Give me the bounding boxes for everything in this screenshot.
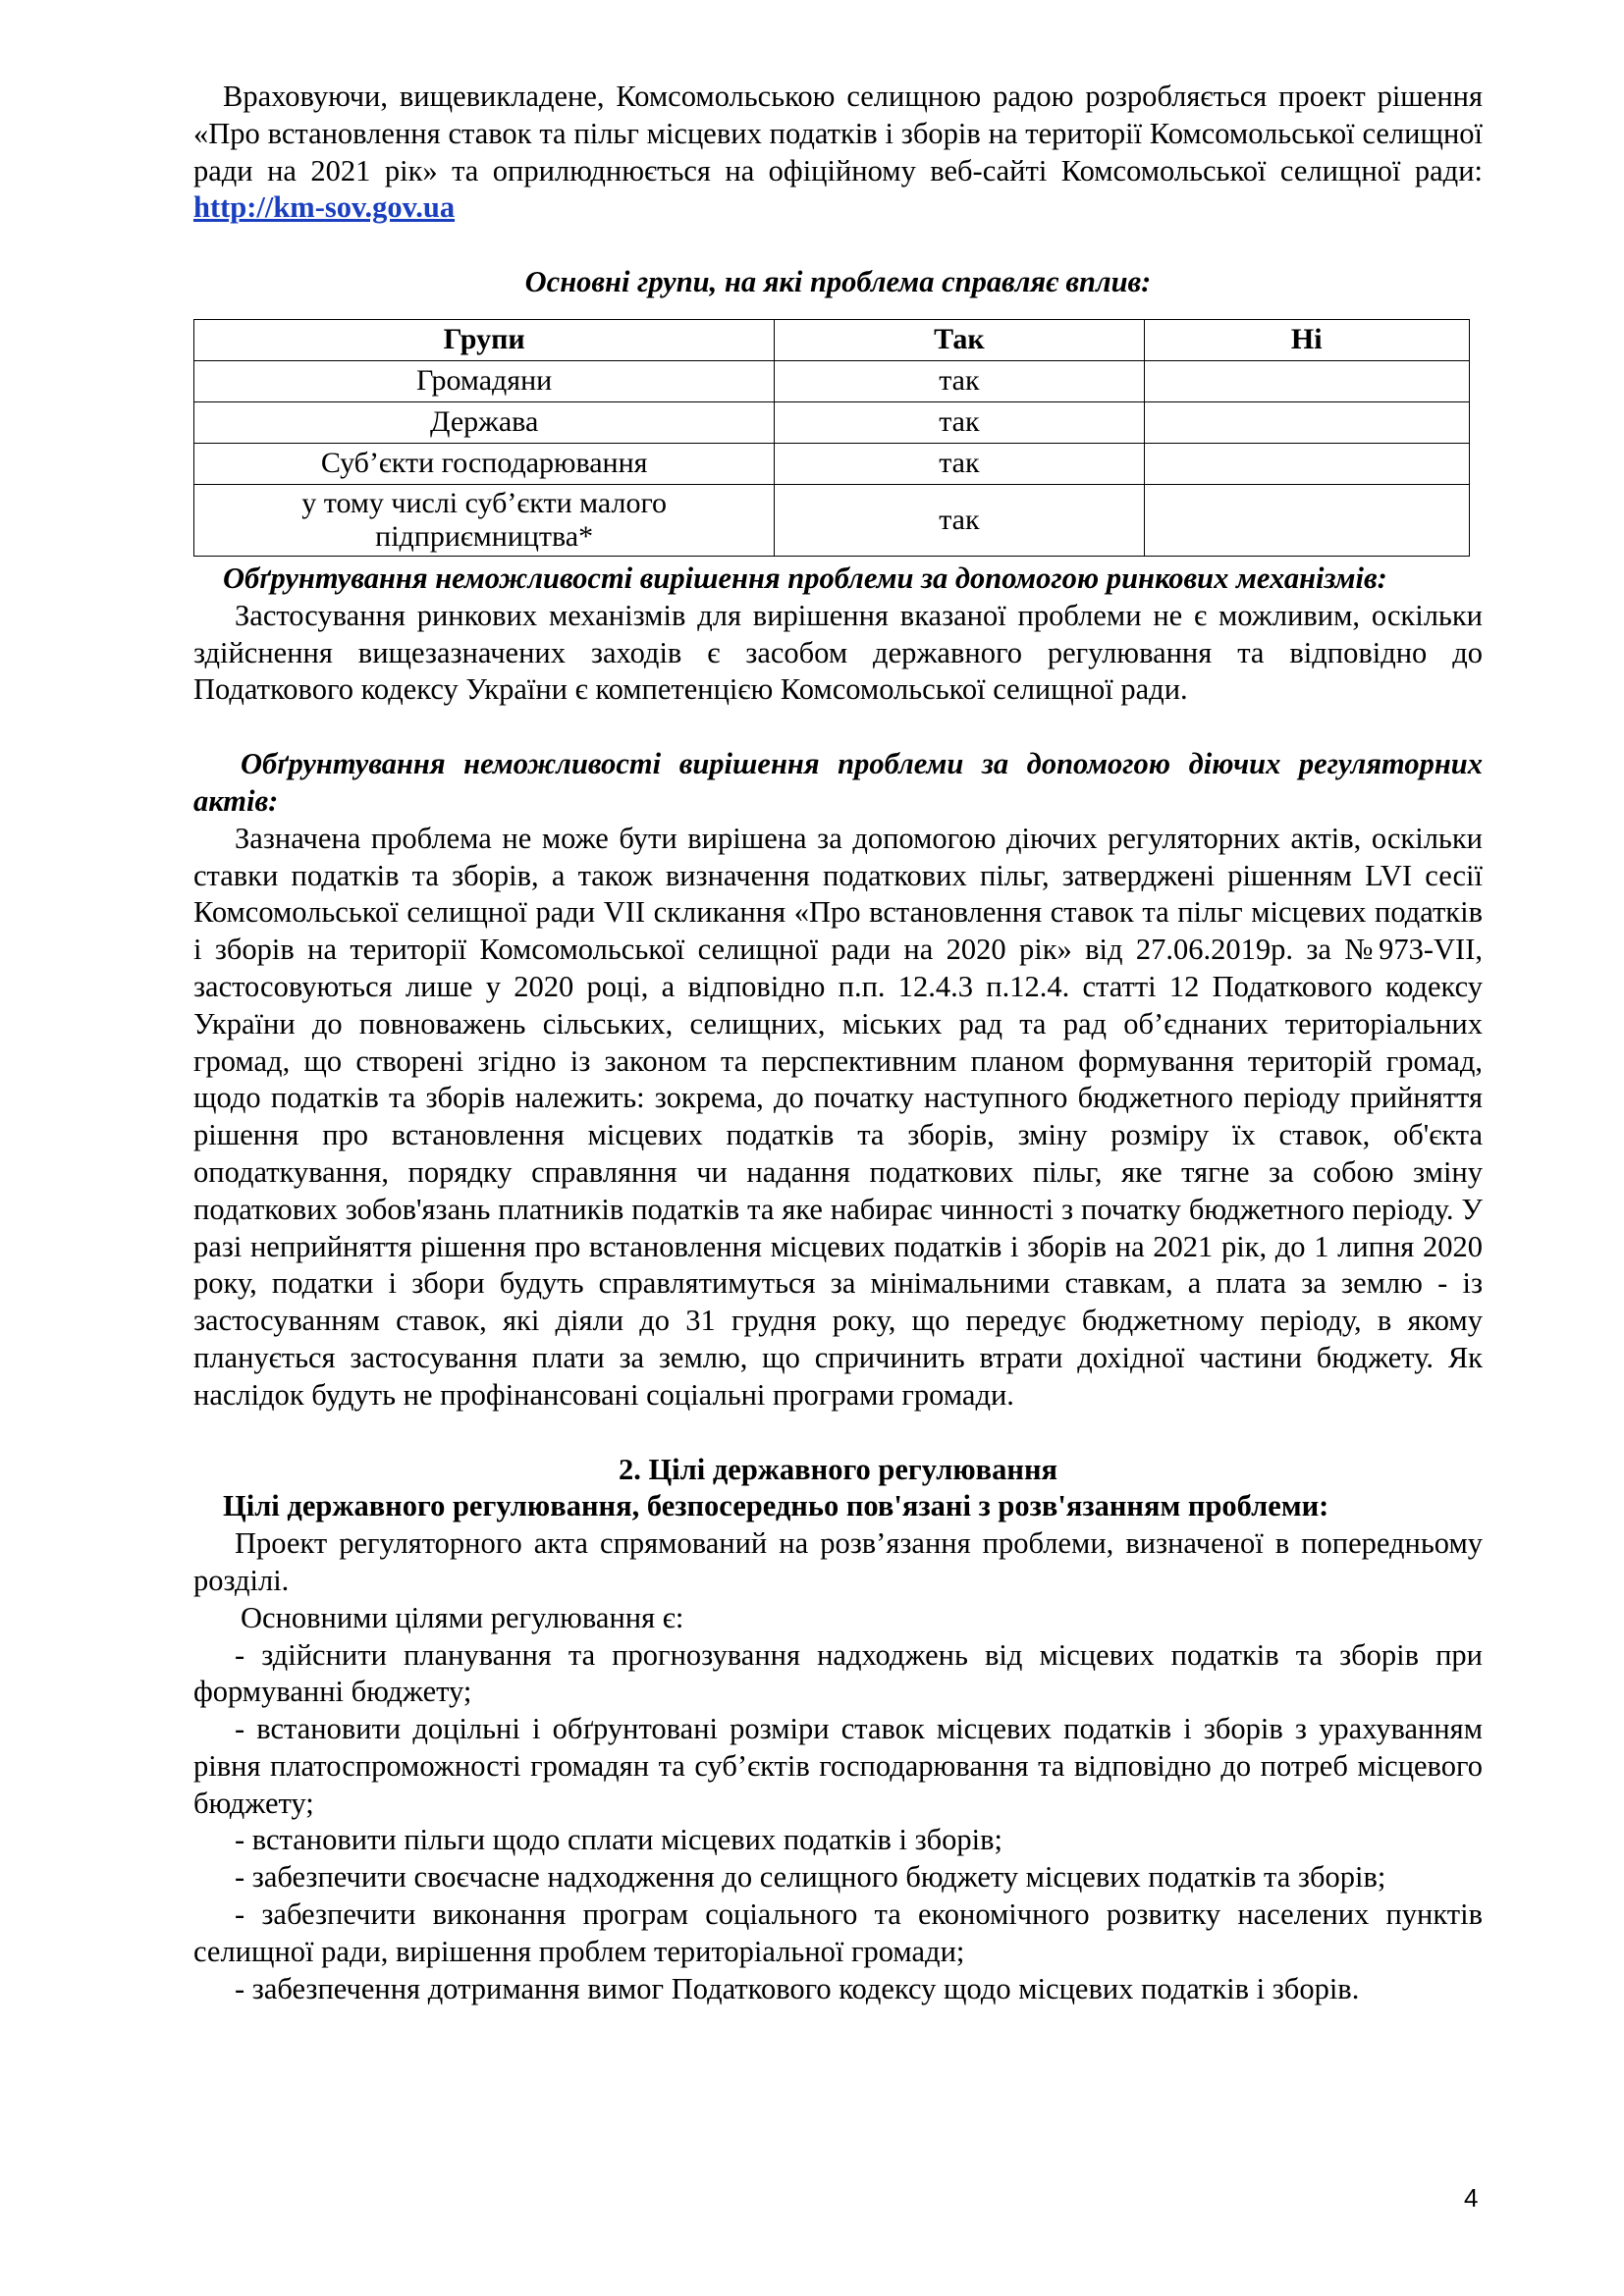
cell-no [1144, 401, 1469, 443]
acts-text: Зазначена проблема не може бути вирішена за допомогою діючих регуляторних актів, оскільки ставки податків та зборів, а також визначення податкових пільг, затверджені рішенням LVI сесії Комсомольської селищної ради VII скликання «Про встановлення ставок та пільг місцевих податків і зборів на території Комсомольської селищної ради на 2020 рік» від 27.06.2019р. за №973-VII, застосовуються лише у 2020 році, а відповідно п.п. 12.4.3 п.12.4. статті 12 Податкового кодексу України до повноважень сільських, селищних, міських рад та рад об’єднаних територіальних громад, що створені згідно із законом та перспективним планом формування територій громад, щодо податків та зборів належить: зокрема, до початку наступного бюджетного періоду прийняття рішення про встановлення місцевих податків та зборів, зміну розміру їх ставок, об'єкта оподаткування, порядку справляння чи надання податкових пільг, яке тягне за собою зміну податкових зобов'язань платників податків та яке набирає чинності з початку бюджетного періоду. У разі неприйняття рішення про встановлення місцевих податків і зборів на 2021 рік, до 1 липня 2020 року, податки і збори будуть справлятимуться за мінімальними ставкам, а плата за землю - із застосуванням ставок, які діяли до 31 грудня року, що передує бюджетному періоду, в якому планується застосування плати за землю, що спричинить втрати дохідної частини бюджету. Як наслідок будуть не профінансовані соціальні програми громади. [193, 821, 1483, 1412]
cell-yes: так [775, 443, 1144, 484]
intro-paragraph [193, 79, 1483, 227]
cell-group: у тому числі суб’єкти малого підприємництва* [194, 484, 775, 556]
cell-no [1144, 484, 1469, 556]
intro-text: Враховуючи, вищевикладене, Комсомольською селищною радою розробляється проект рішення «Про встановлення ставок та пільг місцевих податків і зборів на території Комсомольської селищної ради на 2021 рік» та оприлюднюється на офіційному веб-сайті Комсомольської селищної ради: [193, 80, 1483, 187]
cell-group: Суб’єкти господарювання [194, 443, 775, 484]
website-link[interactable]: http://km-sov.gov.ua [193, 190, 456, 225]
page-number: 4 [1464, 2183, 1479, 2213]
cell-group: Держава [194, 401, 775, 443]
header-yes: Так [775, 319, 1144, 360]
goal-item: - встановити доцільні і обґрунтовані розміри ставок місцевих податків і зборів з урахуванням рівня платоспроможності громадян та суб’єктів господарювання та відповідно до потреб місцевого бюджету; [193, 1712, 1483, 1820]
market-text: Застосування ринкових механізмів для вирішення вказаної проблеми не є можливим, оскільки здійснення вищезазначених заходів є засобом державного регулювання та відповідно до Податкового кодексу України є компетенцією Комсомольської селищної ради. [193, 598, 1483, 707]
table-header-row [194, 319, 1470, 360]
goal-item: - забезпечити своєчасне надходження до селищного бюджету місцевих податків та зборів; [235, 1860, 1386, 1895]
header-no: Ні [1144, 319, 1469, 360]
section-subtitle: Цілі державного регулювання, безпосередньо пов'язані з розв'язанням проблеми: [223, 1489, 1329, 1523]
goal-item: - забезпечити виконання програм соціального та економічного розвитку населених пунктів селищної ради, вирішення проблем територіальної громади; [193, 1897, 1483, 1968]
section-intro: Проект регуляторного акта спрямований на розв’язання проблеми, визначеної в попередньому розділі. [193, 1526, 1483, 1597]
header-groups: Групи [194, 319, 775, 360]
groups-table [193, 319, 1470, 557]
table-row [194, 443, 1470, 484]
goals-intro: Основними цілями регулювання є: [241, 1600, 684, 1634]
goal-item: - забезпечення дотримання вимог Податкового кодексу щодо місцевих податків і зборів. [235, 1971, 1360, 2005]
cell-yes: так [775, 484, 1144, 556]
section-title: 2. Цілі державного регулювання [618, 1452, 1058, 1486]
goal-item: - здійснити планування та прогнозування надходжень від місцевих податків та зборів при формуванні бюджету; [193, 1637, 1483, 1709]
document-body [193, 79, 1483, 2007]
cell-group: Громадяни [194, 360, 775, 401]
cell-no [1144, 360, 1469, 401]
cell-yes: так [775, 360, 1144, 401]
groups-title: Основні групи, на які проблема справляє вплив: [524, 265, 1152, 299]
acts-heading: Обґрунтування неможливості вирішення проблеми за допомогою діючих регуляторних актів: [193, 747, 1483, 818]
table-row [194, 401, 1470, 443]
market-heading: Обґрунтування неможливості вирішення проблеми за допомогою ринкових механізмів: [223, 561, 1387, 595]
table-row [194, 360, 1470, 401]
cell-no [1144, 443, 1469, 484]
goal-item: - встановити пільги щодо сплати місцевих податків і зборів; [235, 1823, 1002, 1857]
table-row [194, 484, 1470, 556]
cell-yes: так [775, 401, 1144, 443]
